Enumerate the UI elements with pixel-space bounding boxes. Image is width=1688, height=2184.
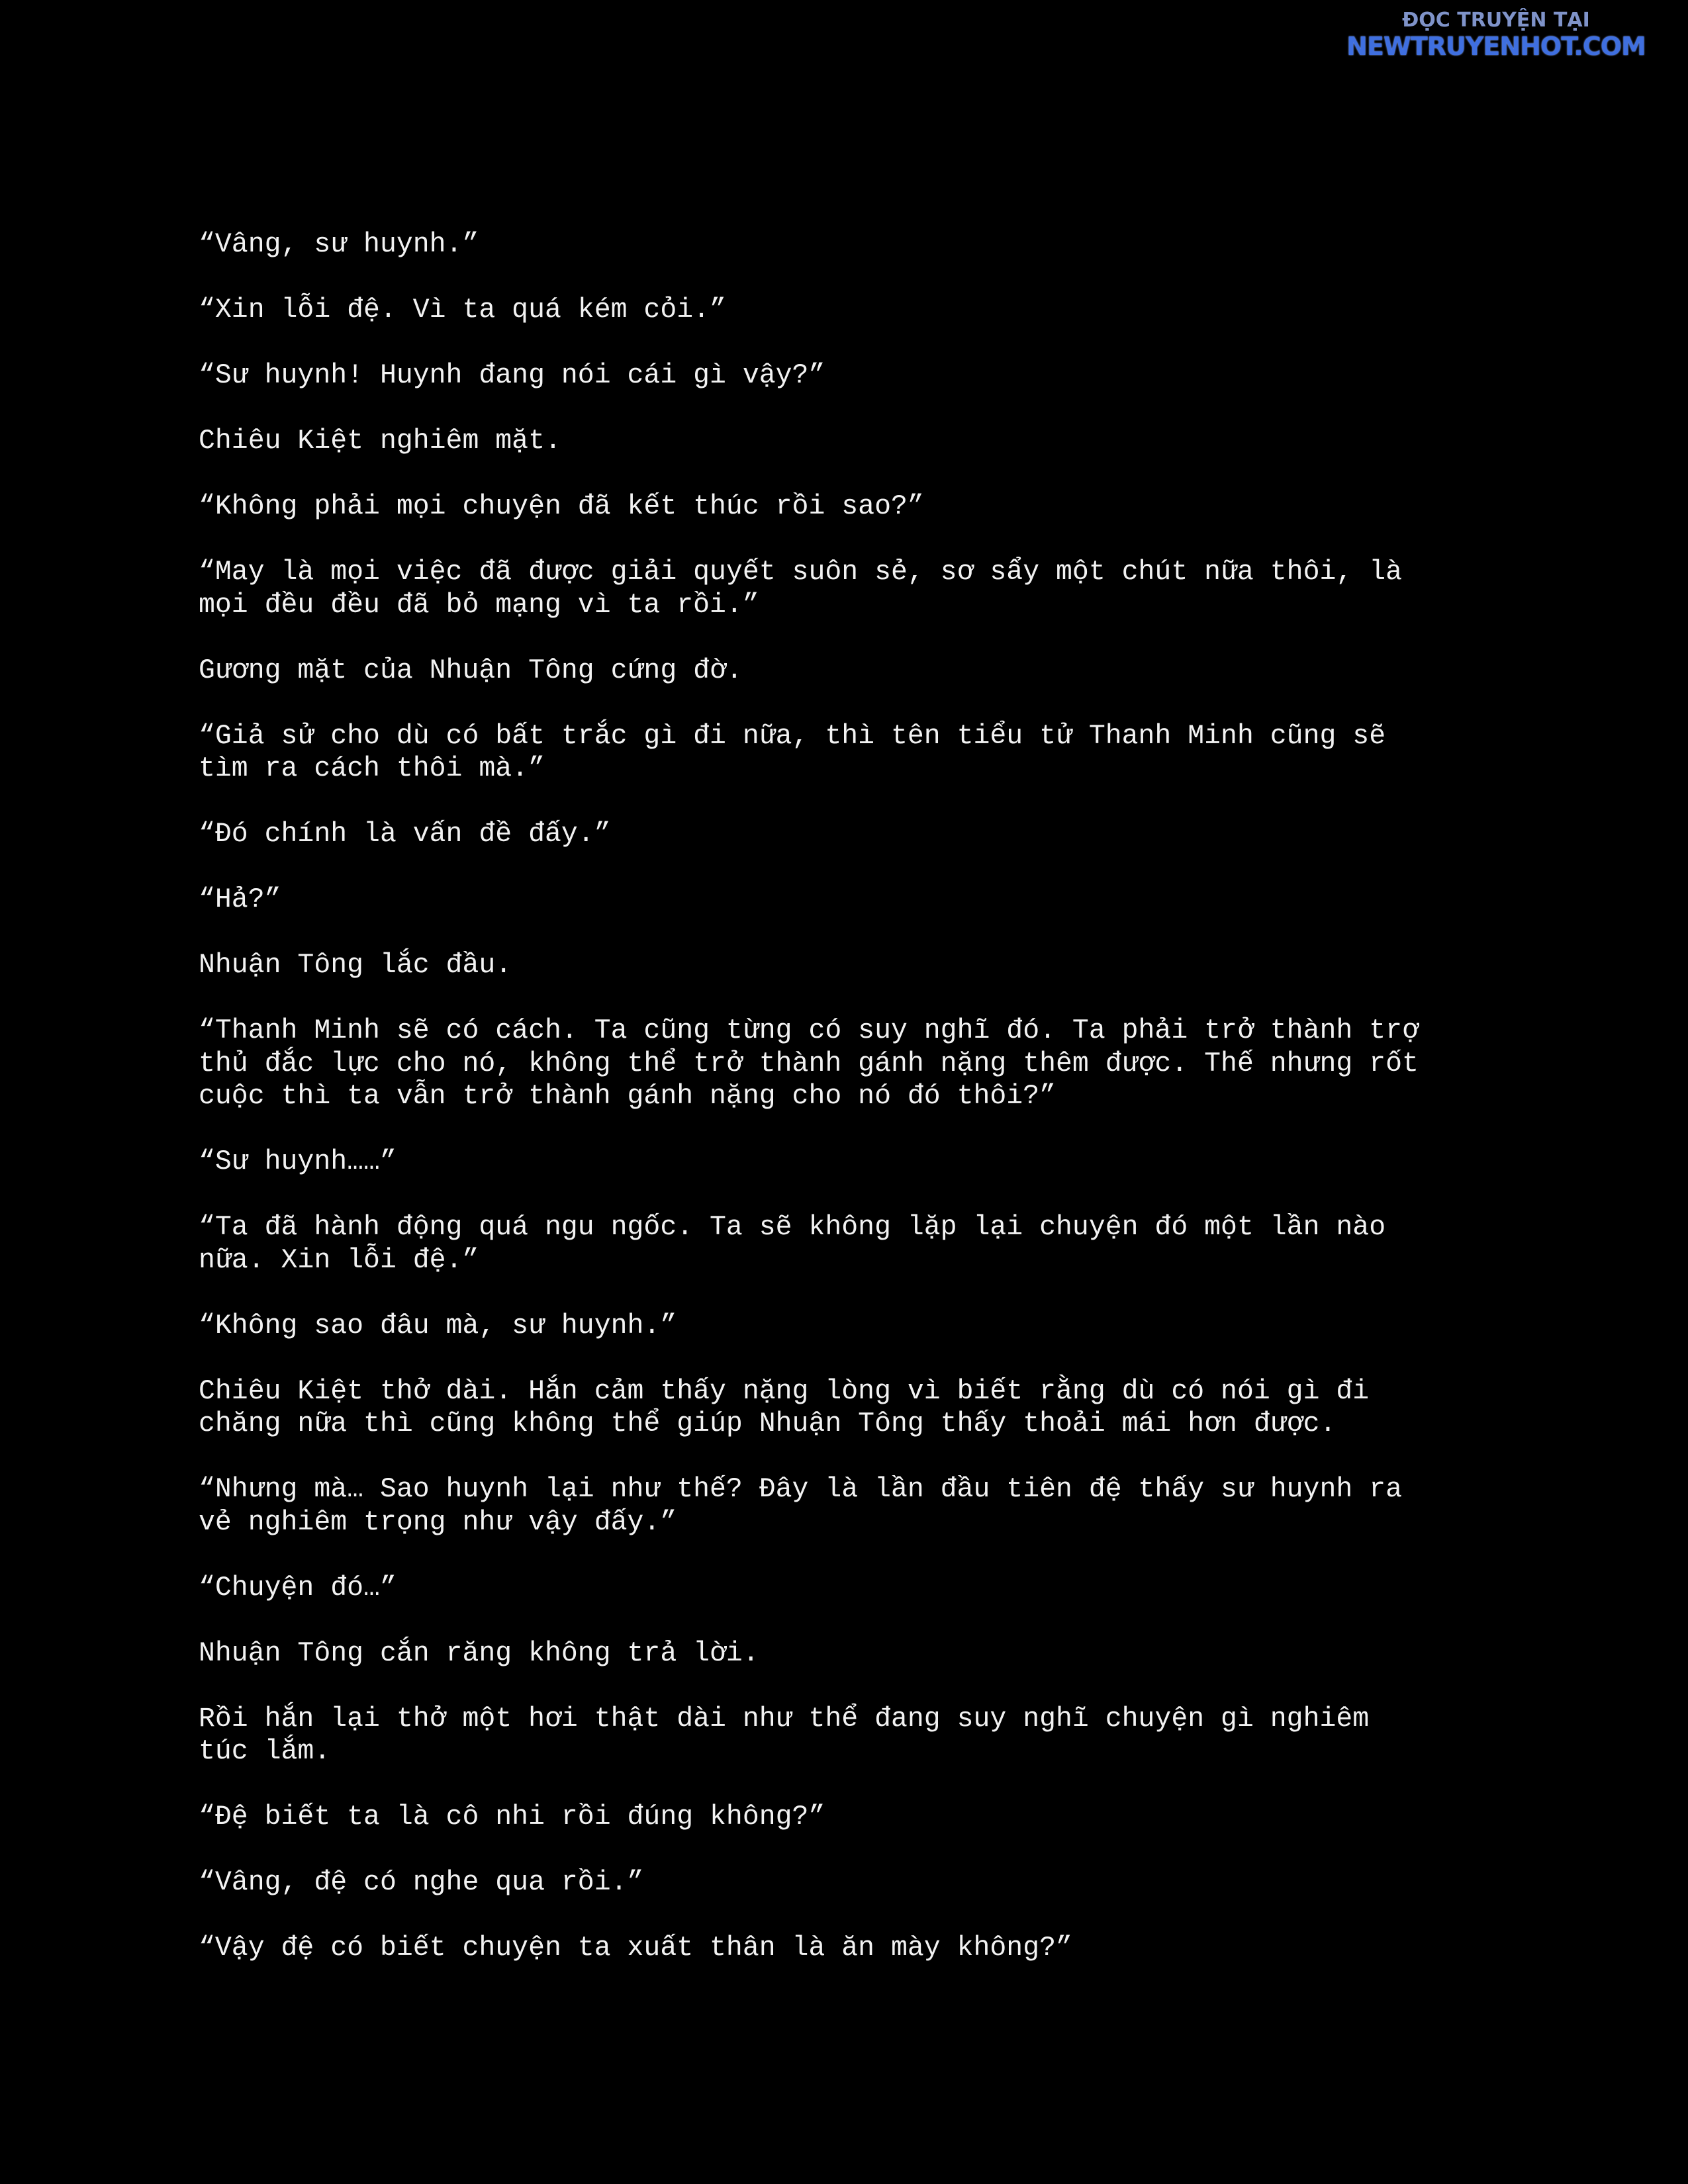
- paragraph: “May là mọi việc đã được giải quyết suôn sẻ, sơ sẩy một chút nữa thôi, là mọi đều đều đã bỏ mạng vì ta rồi.”: [199, 557, 1402, 621]
- paragraph: “Thanh Minh sẽ có cách. Ta cũng từng có suy nghĩ đó. Ta phải trở thành trợ thủ đắc lực cho nó, không thể trở thành gánh nặng thêm được. Thế nhưng rốt cuộc thì ta vẫn trở thành gánh nặng cho nó đó thôi?”: [199, 1015, 1419, 1112]
- paragraph: “Sư huynh! Huynh đang nói cái gì vậy?”: [199, 360, 825, 391]
- paragraph: “Giả sử cho dù có bất trắc gì đi nữa, thì tên tiểu tử Thanh Minh cũng sẽ tìm ra cách thôi mà.”: [199, 720, 1386, 784]
- paragraph: “Sư huynh……”: [199, 1146, 397, 1177]
- story-text: [199, 228, 1523, 1997]
- paragraph: “Ta đã hành động quá ngu ngốc. Ta sẽ không lặp lại chuyện đó một lần nào nữa. Xin lỗi đệ.”: [199, 1212, 1386, 1276]
- paragraph: “Vâng, đệ có nghe qua rồi.”: [199, 1867, 644, 1898]
- paragraph: Nhuận Tông cắn răng không trả lời.: [199, 1637, 759, 1669]
- watermark-line-1: ĐỌC TRUYỆN TẠI: [1402, 9, 1590, 32]
- paragraph: “Đệ biết ta là cô nhi rồi đúng không?”: [199, 1801, 825, 1833]
- paragraph: “Không sao đâu mà, sư huynh.”: [199, 1310, 677, 1342]
- paragraph: “Vậy đệ có biết chuyện ta xuất thân là ăn mày không?”: [199, 1933, 1072, 1964]
- paragraph: “Đó chính là vấn đề đấy.”: [199, 819, 611, 850]
- paragraph: “Chuyện đó…”: [199, 1572, 397, 1604]
- paragraph: Chiêu Kiệt thở dài. Hắn cảm thấy nặng lòng vì biết rằng dù có nói gì đi chăng nữa thì cũng không thể giúp Nhuận Tông thấy thoải mái hơn được.: [199, 1375, 1370, 1439]
- paragraph: Rồi hắn lại thở một hơi thật dài như thể đang suy nghĩ chuyện gì nghiêm túc lắm.: [199, 1703, 1370, 1767]
- paragraph: Gương mặt của Nhuận Tông cứng đờ.: [199, 655, 743, 686]
- paragraph: “Vâng, sư huynh.”: [199, 229, 479, 260]
- paragraph: “Xin lỗi đệ. Vì ta quá kém cỏi.”: [199, 295, 726, 326]
- paragraph: “Nhưng mà… Sao huynh lại như thế? Đây là lần đầu tiên đệ thấy sư huynh ra vẻ nghiêm trọng như vậy đấy.”: [199, 1474, 1402, 1538]
- paragraph: “Hả?”: [199, 884, 281, 915]
- watermark-line-2: NEWTRUYENHOT.COM: [1346, 31, 1646, 61]
- paragraph: “Không phải mọi chuyện đã kết thúc rồi sao?”: [199, 491, 924, 522]
- paragraph: Nhuận Tông lắc đầu.: [199, 950, 512, 981]
- paragraph: Chiêu Kiệt nghiêm mặt.: [199, 426, 561, 457]
- site-watermark: [1324, 9, 1668, 61]
